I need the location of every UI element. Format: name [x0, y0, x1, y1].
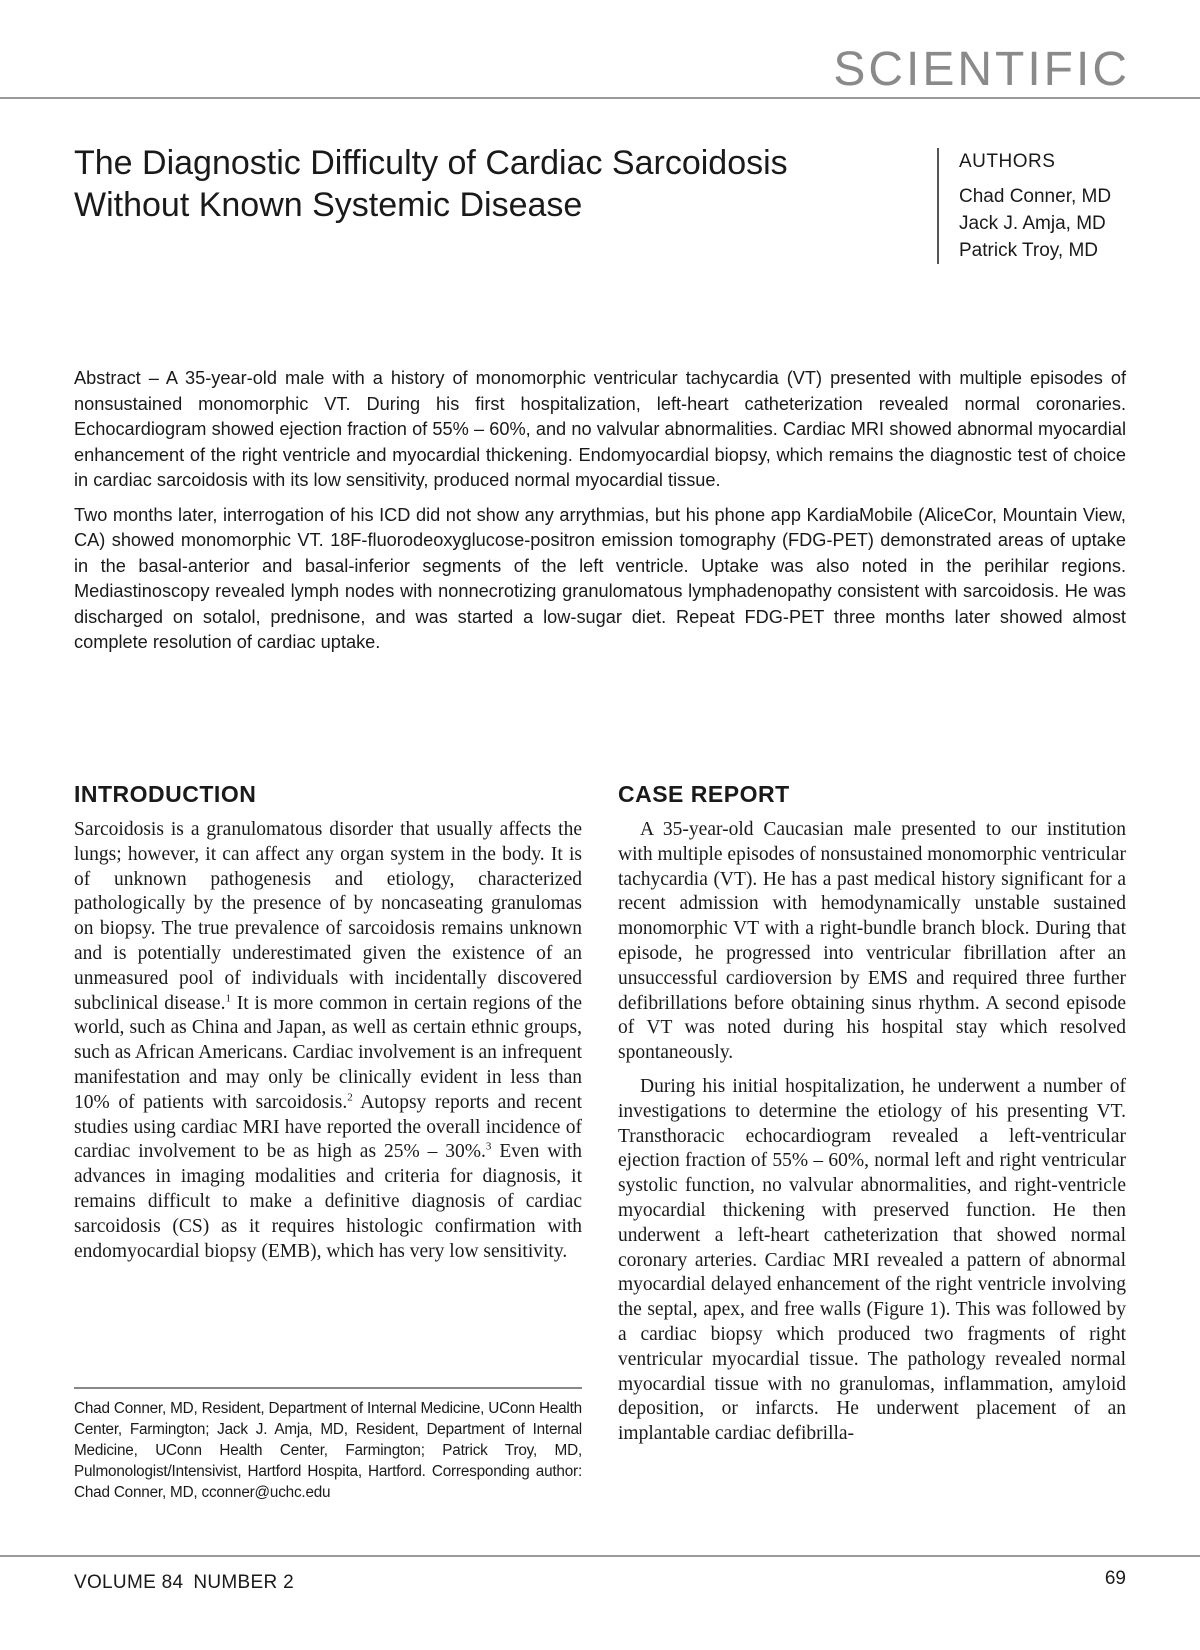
author-name: Jack J. Amja, MD — [959, 213, 1106, 234]
citation-ref: 3 — [485, 1140, 492, 1153]
intro-text: Sarcoidosis is a granulomatous disorder that usually affects the lungs; however, it can affect any organ system in the body. It is of unknown pathogenesis and etiology, characterized pathologically by the presence of by noncaseating granulomas on biopsy. The true prevalence of sarcoidosis remains unknown and is potentially underestimated given the existence of an unmeasured pool of individuals with incidentally discovered subclinical disease. — [74, 819, 582, 1014]
section-label: SCIENTIFIC — [833, 43, 1130, 96]
introduction-heading: INTRODUCTION — [74, 781, 257, 807]
intro-text: Autopsy reports and recent studies using cardiac MRI have reported the overall incidence of cardiac involvement to be as high as 25% – 30%. — [74, 1091, 582, 1163]
intro-text: Even with advances in imaging modalities and criteria for diagnosis, it remains difficult to make a definitive diagnosis of cardiac sarcoidosis (CS) as it requires histologic confirmation with endomyocardial biopsy (EMB), which has very low sensitivity. — [74, 1141, 583, 1262]
header-divider — [0, 97, 1200, 99]
case-report-paragraph: During his initial hospitalization, he underwent a number of investigations to determine the etiology of his presenting VT. Transthoracic echocardiogram revealed a left-ventricular ejection fraction of 55% – 60%, normal left and right ventricular systolic function, no valvular abnormalities, and right-ventricle myocardial thickening with preserved function. He then underwent a left-heart catheterization that showed normal coronary arteries. Cardiac MRI revealed a pattern of abnormal myocardial delayed enhancement of the right ventricle involving the septal, apex, and free walls (Figure 1). This was followed by a cardiac biopsy which produced two fragments of right ventricular myocardial tissue. The pathology revealed normal myocardial tissue with no granulomas, inflammation, amyloid deposition, or infarcts. He underwent placement of an implantable cardiac defibrilla- — [618, 1075, 1126, 1445]
footnote-divider — [74, 1387, 582, 1389]
case-report-column — [618, 780, 1126, 1456]
author-name: Chad Conner, MD — [959, 186, 1112, 207]
introduction-column — [74, 780, 582, 1273]
case-report-paragraph: A 35-year-old Caucasian male presented to our institution with multiple episodes of nonsustained monomorphic ventricular tachycardia (VT). He has a past medical history significant for a recent admission with hemodynamically unstable sustained monomorphic VT with a right-bundle branch block. During that episode, he progressed into ventricular fibrillation after an unsuccessful cardioversion by EMS and required three further defibrillations before obtaining sinus rhythm. A second episode of VT was noted during his hospital stay which resolved spontaneously. — [618, 819, 1126, 1064]
author-affiliations-footnote: Chad Conner, MD, Resident, Department of Internal Medicine, UConn Health Center, Farmington; Jack J. Amja, MD, Resident, Department of Internal Medicine, UConn Health Center, Farmington; Patrick Troy, MD, Pulmonologist/Intensivist, Hartford Hospita, Hartford. Corresponding author: Chad Conner, MD, cconner@uchc.edu — [74, 1400, 582, 1501]
abstract-paragraph: Two months later, interrogation of his ICD did not show any arrythmias, but his phone app KardiaMobile (AliceCor, Mountain View, CA) showed monomorphic VT. 18F-fluorodeoxyglucose-positron emission tomography (FDG-PET) demonstrated areas of uptake in the basal-anterior and basal-inferior segments of the left ventricle. Uptake was also noted in the perihilar regions. Mediastinoscopy revealed lymph nodes with nonnecrotizing granulomatous lymphadenopathy consistent with sarcoidosis. He was discharged on sotalol, prednisone, and was started a low-sugar diet. Repeat FDG-PET three months later showed almost complete resolution of cardiac uptake. — [74, 504, 1126, 652]
volume-label: VOLUME 84 — [74, 1572, 184, 1593]
article-title — [74, 142, 854, 226]
abstract-paragraph: Abstract – A 35-year-old male with a history of monomorphic ventricular tachycardia (VT) presented with multiple episodes of nonsustained monomorphic VT. During his first hospitalization, left-heart catheterization revealed normal coronaries. Echocardiogram showed ejection fraction of 55% – 60%, and no valvular abnormalities. Cardiac MRI showed abnormal myocardial enhancement of the right ventricle and myocardial thickening. Endomyocardial biopsy, which remains the diagnostic test of choice in cardiac sarcoidosis with its low sensitivity, produced normal myocardial tissue. — [74, 368, 1126, 490]
title-line-2: Without Known Systemic Disease — [74, 186, 583, 224]
intro-text: It is more common in certain regions of the world, such as China and Japan, as well as certain ethnic groups, such as African Americans. Cardiac involvement is an infrequent manifestation and may only be clinically evident in less than 10% of patients with sarcoidosis. — [74, 992, 582, 1113]
citation-ref: 2 — [347, 1091, 353, 1104]
authors-label: AUTHORS — [959, 151, 1056, 172]
introduction-paragraph — [74, 818, 582, 1264]
abstract — [74, 366, 1126, 665]
footer-divider — [0, 1555, 1200, 1557]
case-report-heading: CASE REPORT — [618, 781, 790, 807]
journal-issue — [74, 1572, 304, 1594]
authors-block — [937, 148, 1111, 264]
author-name: Patrick Troy, MD — [959, 240, 1098, 261]
number-label: NUMBER 2 — [193, 1572, 294, 1593]
citation-ref: 1 — [225, 992, 231, 1005]
page-number: 69 — [1104, 1568, 1126, 1589]
title-line-1: The Diagnostic Difficulty of Cardiac Sarcoidosis — [74, 144, 788, 182]
